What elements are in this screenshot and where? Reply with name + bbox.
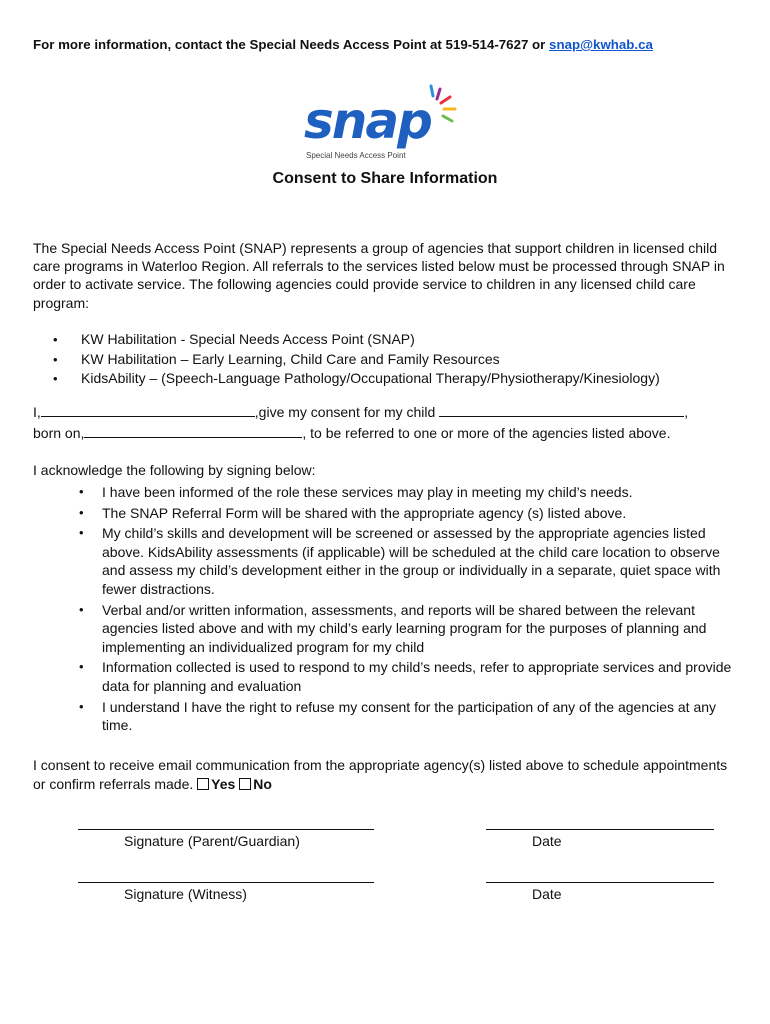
parent-name-field[interactable]: [41, 404, 255, 417]
acknowledgement-item: • Verbal and/or written information, assessments, and reports will be shared between the relevant agencies listed above and with my child’s early learning program for the purposes of planning and implementing an individualized program for my child: [33, 601, 733, 657]
witness-date-line[interactable]: [486, 882, 714, 883]
contact-text: For more information, contact the Special Needs Access Point at 519-514-7627 or: [33, 37, 550, 52]
agency-item: • KidsAbility – (Speech-Language Pathology/Occupational Therapy/Physiotherapy/Kinesiology): [33, 369, 733, 389]
acknowledgement-item: • Information collected is used to respond to my child’s needs, refer to appropriate services and provide data for planning and evaluation: [33, 658, 733, 695]
logo-rays: [431, 86, 455, 121]
no-checkbox[interactable]: [239, 778, 251, 790]
intro-paragraph: The Special Needs Access Point (SNAP) represents a group of agencies that support children in licensed child care programs in Waterloo Region. All referrals to the services listed below must be processed through SNAP in order to activate service. The following agencies could provide service to children in any licensed child care program:: [33, 240, 725, 311]
acknowledgement-item: • I have been informed of the role these services may play in meeting my child’s needs.: [33, 483, 733, 502]
consent-line-parent: I, ,give my consent for my child ,: [33, 404, 689, 420]
birthdate-field[interactable]: [84, 425, 302, 438]
contact-info: [33, 37, 653, 52]
parent-signature-line[interactable]: [78, 829, 374, 830]
acknowledgement-item: • My child’s skills and development will be screened or assessed by the appropriate agencies listed above. KidsAbility assessments (if applicable) will be scheduled at the child care location to observe and assess my child’s development either in the group or individually in a separate, quiet space with fewer distractions.: [33, 524, 733, 598]
logo-tagline: Special Needs Access Point: [306, 151, 406, 160]
child-name-field[interactable]: [439, 404, 684, 417]
email-consent-text: I consent to receive email communication from the appropriate agency(s) listed above to schedule appointments or confirm referrals made.: [33, 757, 728, 792]
witness-date-label: Date: [532, 886, 562, 902]
email-link[interactable]: snap@kwhab.ca: [549, 37, 653, 52]
logo-wordmark: snap: [304, 92, 431, 150]
yes-checkbox[interactable]: [197, 778, 209, 790]
witness-signature-label: Signature (Witness): [124, 886, 247, 902]
acknowledgement-item: • The SNAP Referral Form will be shared with the appropriate agency (s) listed above.: [33, 504, 733, 523]
parent-date-line[interactable]: [486, 829, 714, 830]
intro-section: [33, 239, 733, 312]
agency-item: • KW Habilitation – Early Learning, Child Care and Family Resources: [33, 350, 733, 370]
no-option[interactable]: No: [239, 776, 272, 792]
acknowledgement-list: [33, 483, 733, 737]
witness-signature-line[interactable]: [78, 882, 374, 883]
yes-option[interactable]: Yes: [197, 776, 235, 792]
parent-signature-label: Signature (Parent/Guardian): [124, 833, 300, 849]
acknowledgement-heading: I acknowledge the following by signing below:: [33, 462, 316, 478]
consent-line-birthdate: born on, , to be referred to one or more of the agencies listed above.: [33, 425, 671, 441]
acknowledgement-item: • I understand I have the right to refuse my consent for the participation of any of the agencies at any time.: [33, 698, 733, 735]
snap-logo: [300, 82, 470, 164]
agency-list: [33, 330, 733, 389]
email-consent: [33, 756, 733, 793]
agency-item: • KW Habilitation - Special Needs Access Point (SNAP): [33, 330, 733, 350]
parent-date-label: Date: [532, 833, 562, 849]
page-title: Consent to Share Information: [272, 170, 498, 187]
snap-logo-graphic: [300, 82, 470, 164]
